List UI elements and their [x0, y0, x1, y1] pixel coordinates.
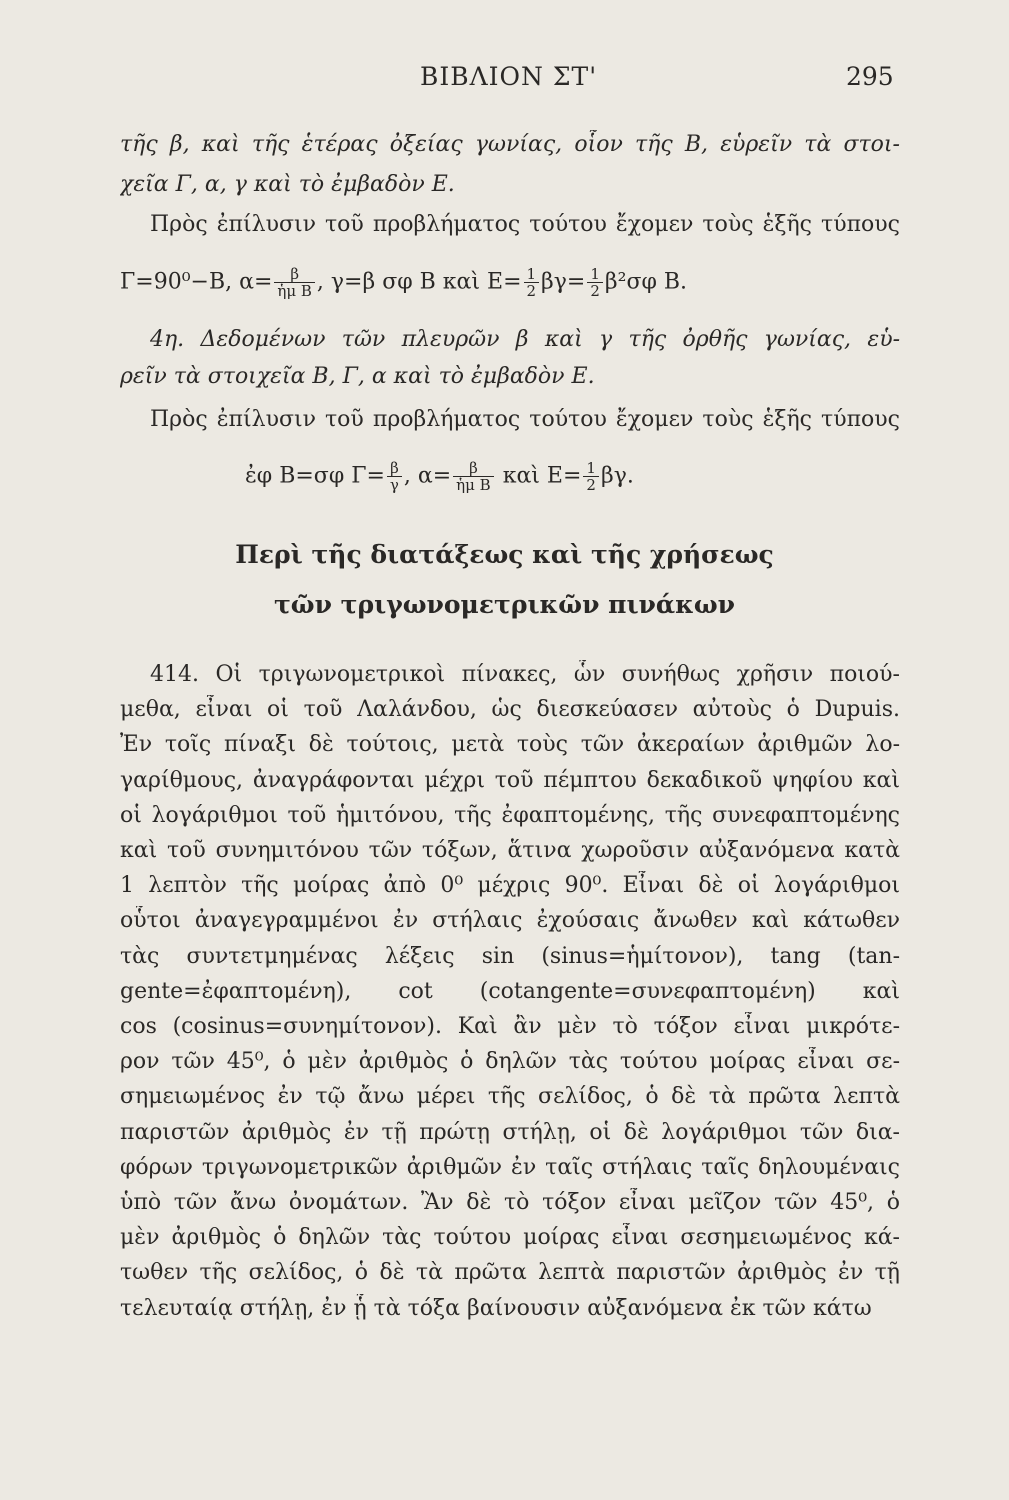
body-line: τωθεν τῆς σελίδος, ὁ δὲ τὰ πρῶτα λεπτὰ παριστῶν ἀριθμὸς ἐν τῇ	[120, 1260, 900, 1286]
formula-2-fraction-3	[583, 460, 599, 493]
formula-1-part-d: β²σφ Β.	[604, 269, 688, 295]
fraction-numerator: 1	[524, 266, 540, 283]
body-line: μὲν ἀριθμὸς ὁ δηλῶν τὰς τούτου μοίρας εἶναι σεσημειωμένος κά-	[120, 1225, 900, 1251]
body-line: μεθα, εἶναι οἱ τοῦ Λαλάνδου, ὡς διεσκεύασεν αὐτοὺς ὁ Dupuis.	[120, 697, 900, 723]
formula-1-part-a: Γ=90⁰−Β, α=	[120, 269, 273, 295]
section-title-line-1: Περὶ τῆς διατάξεως καὶ τῆς χρήσεως	[235, 540, 774, 569]
body-line: Ἐν τοῖς πίναξι δὲ τούτοις, μετὰ τοὺς τῶν ἀκεραίων ἀριθμῶν λο-	[120, 732, 900, 758]
body-line: ρον τῶν 45⁰, ὁ μὲν ἀριθμὸς ὁ δηλῶν τὰς τούτου μοίρας εἶναι σε-	[120, 1049, 900, 1075]
formula-2	[245, 460, 634, 493]
formula-1-fraction-3	[587, 266, 603, 299]
intro-line-2	[120, 170, 900, 200]
problem-4-line-1: 4η. Δεδομένων τῶν πλευρῶν β καὶ γ τῆς ὀρθῆς γωνίας, εὑ-	[150, 327, 900, 352]
body-line: καὶ τοῦ συνημιτόνου τῶν τόξων, ἅτινα χωροῦσιν αὐξανόμενα κατὰ	[120, 838, 900, 863]
intro-line-1: τῆς β, καὶ τῆς ἑτέρας ὀξείας γωνίας, οἷον τῆς Β, εὑρεῖν τὰ στοι-	[120, 132, 900, 157]
body-line: γαρίθμους, ἀναγράφονται μέχρι τοῦ πέμπτου δεκαδικοῦ ψηφίου καὶ	[120, 767, 900, 793]
body-line: σημειωμένος ἐν τῷ ἄνω μέρει τῆς σελίδος, ὁ δὲ τὰ πρῶτα λεπτὰ	[120, 1084, 900, 1110]
fraction-numerator: β	[453, 460, 494, 477]
formula-1-part-b: , γ=β σφ Β καὶ Ε=	[316, 269, 522, 295]
body-line: 414. Οἱ τριγωνομετρικοὶ πίνακες, ὧν συνήθως χρῆσιν ποιού-	[150, 662, 900, 687]
formula-2-part-d: βγ.	[600, 463, 634, 489]
fraction-denominator: 2	[590, 282, 600, 300]
fraction-numerator: 1	[583, 460, 599, 477]
body-line: gente=ἐφαπτομένη), cot (cotangente=συνεφαπτομένη) καὶ	[120, 978, 900, 1004]
body-line: cos (cosinus=συνημίτονον). Καὶ ἂν μὲν τὸ τόξον εἶναι μικρότε-	[120, 1014, 900, 1039]
formula-2-fraction-2	[453, 460, 494, 493]
page-number: 295	[846, 62, 894, 91]
problem-4-line-3: Πρὸς ἐπίλυσιν τοῦ προβλήματος τούτου ἔχομεν τοὺς ἑξῆς τύπους	[150, 407, 900, 432]
body-line: 1 λεπτὸν τῆς μοίρας ἀπὸ 0⁰ μέχρις 90⁰. Εἶναι δὲ οἱ λογάριθμοι	[120, 873, 900, 899]
formula-2-part-b: , α=	[403, 463, 452, 489]
formula-2-part-a: ἐφ Β=σφ Γ=	[245, 463, 385, 489]
formula-2-part-c: καὶ Ε=	[495, 463, 582, 489]
section-title-line-2: τῶν τριγωνομετρικῶν πινάκων	[273, 590, 736, 619]
running-head: ΒΙΒΛΙΟΝ ΣΤ'	[420, 62, 598, 91]
body-line: τὰς συντετμημένας λέξεις sin (sinus=ἡμίτονον), tang (tan-	[120, 943, 900, 969]
formula-1-part-c: βγ=	[541, 269, 586, 295]
fraction-denominator: 2	[586, 476, 596, 494]
intro-line-2-text: χεῖα Γ, α, γ καὶ τὸ ἐμβαδὸν Ε.	[120, 172, 455, 197]
formula-1-fraction-2	[524, 266, 540, 299]
problem-4-line-2-text: ρεῖν τὰ στοιχεῖα Β, Γ, α καὶ τὸ ἐμβαδὸν Ε.	[120, 364, 595, 389]
fraction-denominator: ἡμ Β	[456, 476, 491, 494]
fraction-denominator: 2	[526, 282, 537, 300]
body-line: τελευταίᾳ στήλῃ, ἐν ᾗ τὰ τόξα βαίνουσιν αὐξανόμενα ἐκ τῶν κάτω	[120, 1295, 872, 1321]
formula-2-fraction-1	[387, 460, 402, 493]
fraction-denominator: ἡμ Β	[277, 282, 312, 300]
body-line: οὗτοι ἀναγεγραμμένοι ἐν στήλαις ἐχούσαις ἄνωθεν καὶ κάτωθεν	[120, 908, 900, 934]
problem-4-line-2	[120, 362, 900, 392]
fraction-numerator: β	[387, 460, 402, 477]
page-header	[0, 62, 1009, 98]
body-line: παριστῶν ἀριθμὸς ἐν τῇ πρώτῃ στήλῃ, οἱ δὲ λογάριθμοι τῶν δια-	[120, 1119, 900, 1145]
body-line: ὑπὸ τῶν ἄνω ὀνομάτων. Ἂν δὲ τὸ τόξον εἶναι μεῖζον τῶν 45⁰, ὁ	[120, 1190, 900, 1215]
body-line: φόρων τριγωνομετρικῶν ἀριθμῶν ἐν ταῖς στήλαις ταῖς δηλουμέναις	[120, 1154, 900, 1180]
formula-1-fraction-1	[274, 266, 315, 299]
body-line: οἱ λογάριθμοι τοῦ ἡμιτόνου, τῆς ἐφαπτομένης, τῆς συνεφαπτομένης	[120, 802, 900, 828]
fraction-numerator: 1	[587, 266, 603, 283]
fraction-numerator: β	[274, 266, 315, 283]
intro-line-3: Πρὸς ἐπίλυσιν τοῦ προβλήματος τούτου ἔχομεν τοὺς ἑξῆς τύπους	[150, 212, 900, 237]
fraction-denominator: γ	[389, 476, 399, 494]
formula-1	[120, 266, 687, 299]
